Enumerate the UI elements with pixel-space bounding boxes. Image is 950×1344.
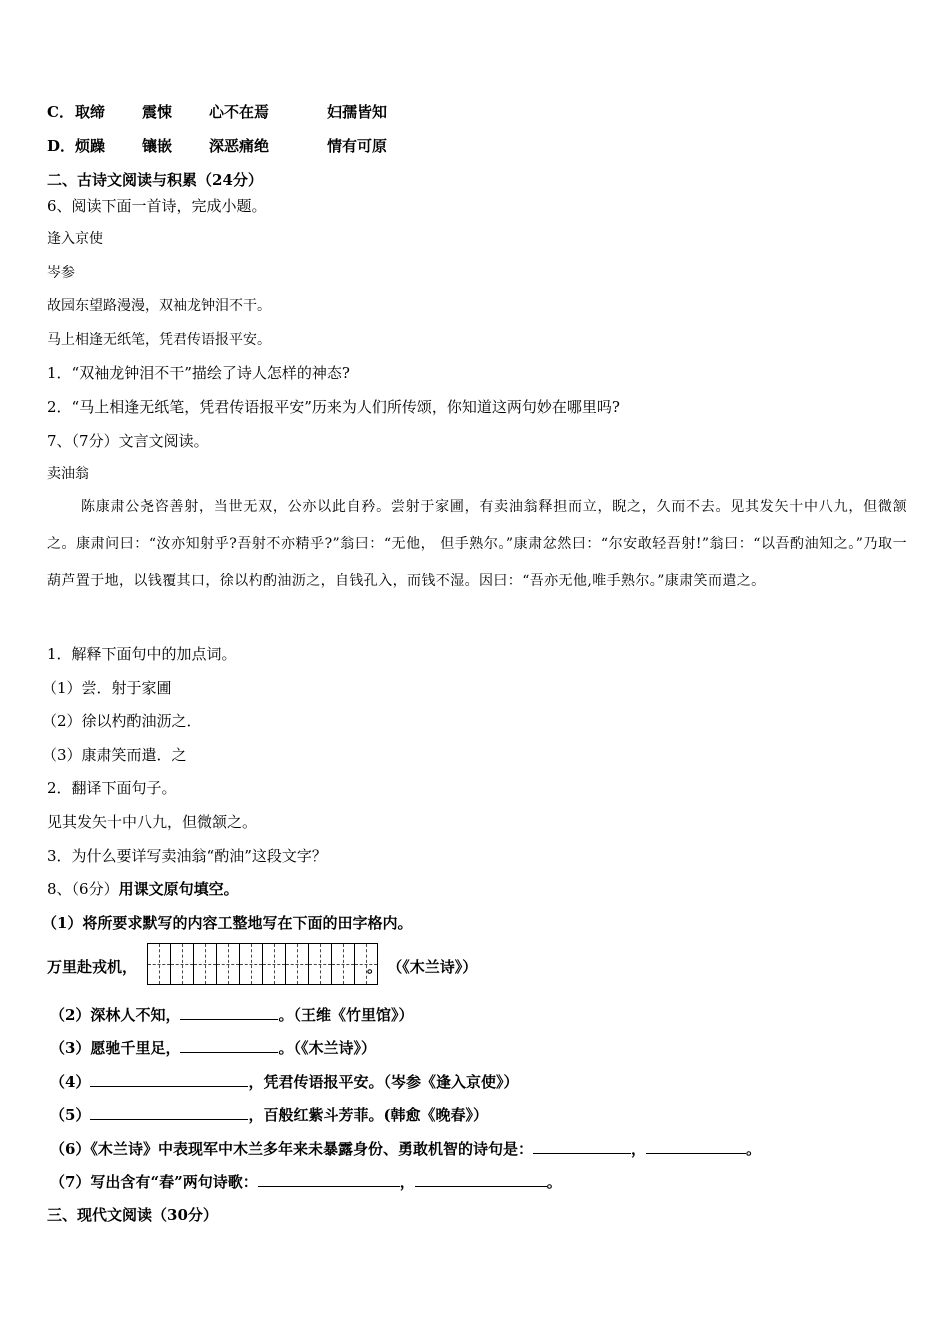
- q8-prompt-num: 8、（6分）: [47, 880, 119, 898]
- q7-sub-1b: （2）徐以杓酌油沥之．: [42, 712, 202, 730]
- q8-prompt: [47, 879, 239, 899]
- section2-title: 二、古诗文阅读与积累（24分）: [47, 171, 263, 189]
- q8-s2-blank[interactable]: [180, 1004, 278, 1020]
- q8-s6: [50, 1138, 761, 1159]
- poem-line-1: 故园东望路漫漫，双袖龙钟泪不干。: [47, 298, 271, 314]
- q8-s4-pre: （4）: [50, 1073, 91, 1091]
- q8-s5: [50, 1104, 488, 1125]
- option-d-word-4: 情有可原: [327, 137, 388, 155]
- q8-s4-post: ，凭君传语报平安。（岑参《逢入京使》）: [248, 1073, 519, 1091]
- option-c: [47, 102, 447, 122]
- option-d-word-1: 烦躁: [75, 137, 106, 155]
- q7-prompt: 7、（7分）文言文阅读。: [47, 432, 209, 450]
- q8-s2: [50, 1004, 413, 1025]
- q7-sub-1c: （3）康肃笑而遣．之: [42, 746, 187, 764]
- q8-prompt-text: 用课文原句填空。: [118, 880, 239, 898]
- q8-s7-mid: ，: [399, 1173, 415, 1191]
- option-c-word-2: 震悚: [142, 103, 173, 121]
- q7-sub-2: 2．翻译下面句子。: [47, 779, 177, 797]
- q8-s4-blank[interactable]: [90, 1071, 248, 1087]
- q6-sub-1: 1．“双袖龙钟泪不干”描绘了诗人怎样的神态?: [47, 364, 350, 382]
- q8-s6-mid: ，: [630, 1140, 646, 1158]
- q8-s1: （1）将所要求默写的内容工整地写在下面的田字格内。: [42, 914, 413, 932]
- q8-s5-blank[interactable]: [90, 1104, 248, 1120]
- poem-author: 岑参: [47, 265, 75, 281]
- option-c-word-3: 心不在焉: [209, 103, 270, 121]
- grid-cell[interactable]: [263, 944, 286, 984]
- option-d-word-3: 深恶痛绝: [209, 137, 270, 155]
- q8-s3-pre: （3）愿驰千里足，: [50, 1039, 181, 1057]
- q8-s3-blank[interactable]: [180, 1037, 278, 1053]
- option-c-word-4: 妇孺皆知: [327, 103, 388, 121]
- q7-sub-3: 3．为什么要详写卖油翁“酌油”这段文字？: [47, 847, 327, 865]
- grid-cell[interactable]: [194, 944, 217, 984]
- q8-s4: [50, 1071, 518, 1092]
- grid-cell[interactable]: [332, 944, 355, 984]
- grid-cell[interactable]: [286, 944, 309, 984]
- option-d-word-2: 镶嵌: [142, 137, 173, 155]
- grid-cell[interactable]: [240, 944, 263, 984]
- option-c-word-1: 取缔: [75, 103, 106, 121]
- q7-passage: 陈康肃公尧咨善射，当世无双，公亦以此自矜。尝射于家圃，有卖油翁释担而立，睨之，久而不去。见其发矢十中八九，但微颔之。康肃问曰：“汝亦知射乎?吾射不亦精乎?”翁曰：“无他， 但手熟尔。”康肃忿然曰：“尔安敢轻吾射!”翁曰：“以吾酌油知之。”乃取一葫芦置于地，以钱覆其口，徐以杓酌油沥之，自钱孔入，而钱不湿。因曰：“吾亦无他,唯手熟尔。”康肃笑而遣之。: [47, 499, 907, 589]
- q8-s7-blank-2[interactable]: [415, 1171, 547, 1187]
- q8-s6-post: 。: [745, 1140, 761, 1158]
- q8-s1-suffix: 。 （《木兰诗》）: [367, 958, 478, 976]
- tianzige-grid[interactable]: [147, 943, 378, 985]
- poem-line-2: 马上相逢无纸笔，凭君传语报平安。: [47, 332, 271, 348]
- q8-s7: [50, 1171, 562, 1192]
- q8-s6-pre: （6）《木兰诗》中表现军中木兰多年来未暴露身份、勇敢机智的诗句是：: [50, 1140, 533, 1158]
- q8-s3-post: 。（《木兰诗》）: [278, 1039, 376, 1057]
- grid-cell[interactable]: [309, 944, 332, 984]
- q8-s6-blank-2[interactable]: [646, 1138, 746, 1154]
- grid-cell[interactable]: [171, 944, 194, 984]
- q8-s2-pre: （2）深林人不知，: [50, 1006, 181, 1024]
- q8-s2-post: 。（王维《竹里馆》）: [278, 1006, 414, 1024]
- grid-cell[interactable]: [148, 944, 171, 984]
- q8-s7-blank-1[interactable]: [258, 1171, 400, 1187]
- q7-sub-1a: （1）尝．射于家圃: [42, 679, 172, 697]
- q8-s7-post: 。: [546, 1173, 562, 1191]
- option-d-label: D．: [47, 137, 76, 155]
- q8-s5-post: ，百般红紫斗芳菲。(韩愈《晚春》）: [248, 1106, 489, 1124]
- option-d: [47, 136, 447, 156]
- q8-s5-pre: （5）: [50, 1106, 91, 1124]
- poem-title: 逢入京使: [47, 231, 103, 247]
- q8-s3: [50, 1037, 376, 1058]
- q8-s1-prefix: 万里赴戎机，: [47, 958, 138, 976]
- q6-sub-2: 2．“马上相逢无纸笔，凭君传语报平安”历来为人们所传颂，你知道这两句妙在哪里吗?: [47, 398, 620, 416]
- q8-s7-pre: （7）写出含有“春”两句诗歌：: [50, 1173, 258, 1191]
- section3-title: 三、现代文阅读（30分）: [47, 1206, 218, 1224]
- grid-cell[interactable]: [217, 944, 240, 984]
- option-c-label: C．: [47, 103, 74, 121]
- q6-prompt: 6、阅读下面一首诗，完成小题。: [47, 197, 267, 215]
- q7-sub-1: 1．解释下面句中的加点词。: [47, 645, 237, 663]
- q7-title: 卖油翁: [47, 466, 89, 482]
- q8-s6-blank-1[interactable]: [533, 1138, 631, 1154]
- q7-sub-2-sentence: 见其发矢十中八九，但微颔之。: [47, 813, 258, 831]
